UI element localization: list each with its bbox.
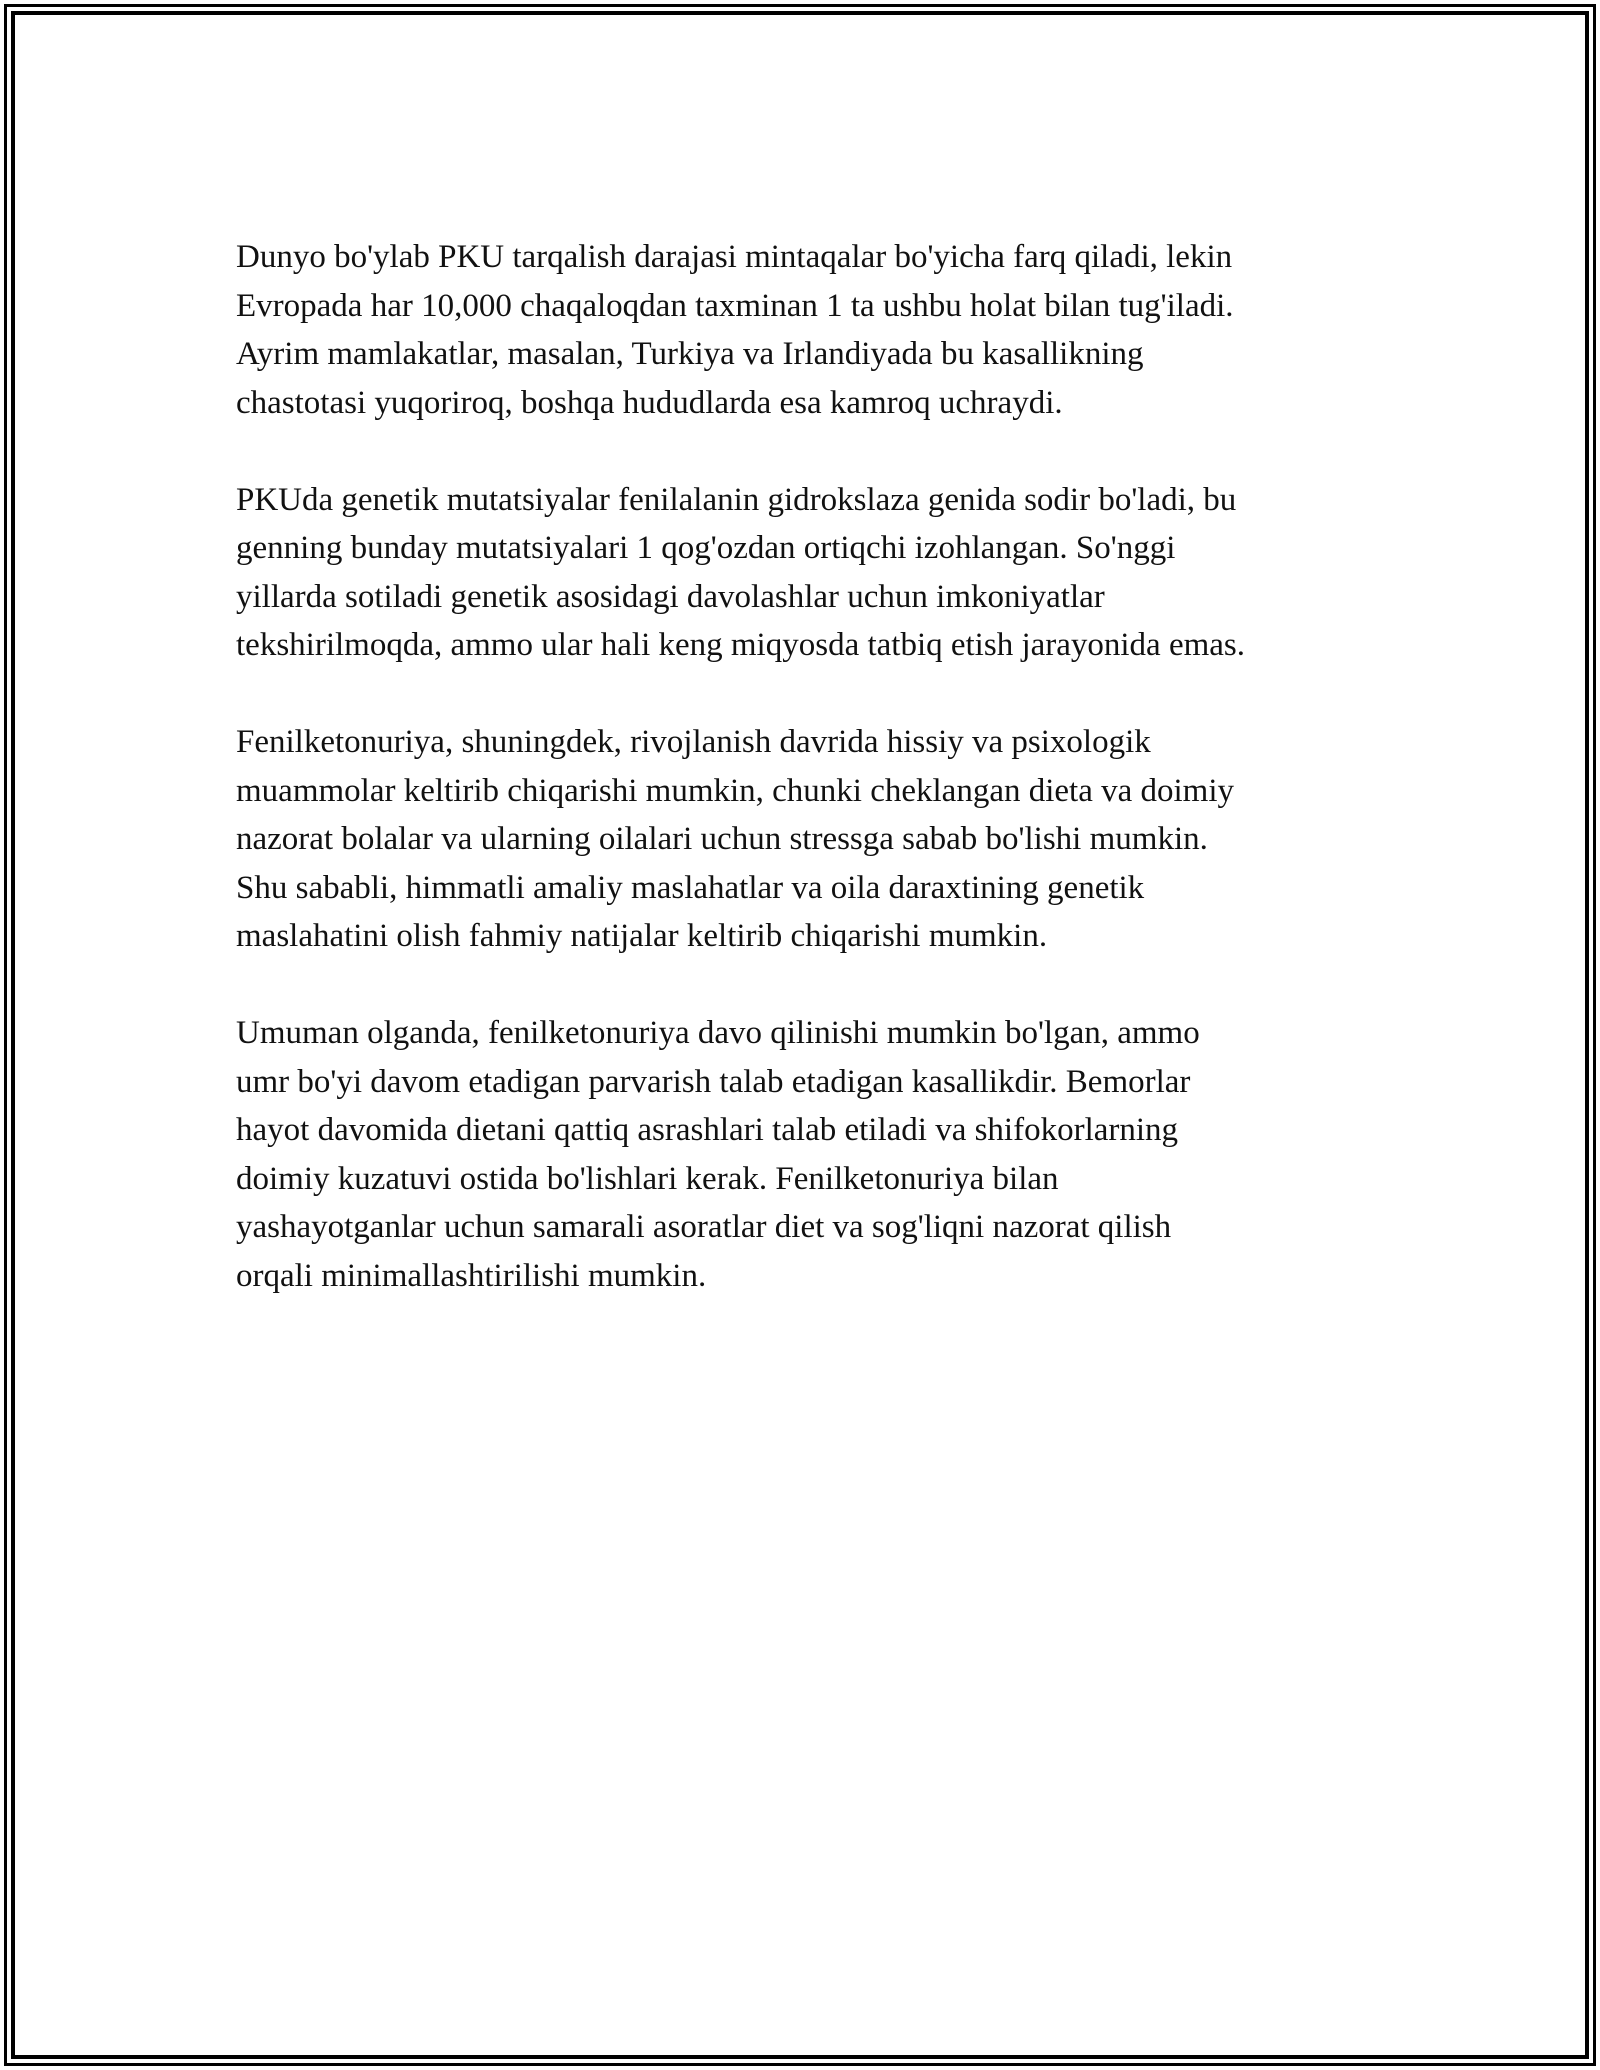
paragraph-1: Dunyo bo'ylab PKU tarqalish darajasi mintaqalar bo'yicha farq qiladi, lekin Evropada har 10,000 chaqaloqdan taxminan 1 ta ushbu holat bilan tug'iladi. Ayrim mamlakatlar, masalan, Turkiya va Irlandiyada bu kasallikning chastotasi yuqoriroq, boshqa hududlarda esa kamroq uchraydi. [236,239,1234,421]
paragraph-2: PKUda genetik mutatsiyalar fenilalanin gidrokslaza genida sodir bo'ladi, bu genning bunday mutatsiyalari 1 qog'ozdan ortiqchi izohlangan. So'nggi yillarda sotiladi genetik asosidagi davolashlar uchun imkoniyatlar tekshirilmoqda, ammo ular hali keng miqyosda tatbiq etish jarayonida emas. [236,481,1246,663]
paragraph-4: Umuman olganda, fenilketonuriya davo qilinishi mumkin bo'lgan, ammo umr bo'yi davom etadigan parvarish talab etadigan kasallikdir. Bemorlar hayot davomida dietani qattiq asrashlari talab etiladi va shifokorlarning doimiy kuzatuvi ostida bo'lishlari kerak. Fenilketonuriya bilan yashayotganlar uchun samarali asoratlar diet va sog'liqni nazorat qilish orqali minimallashtirilishi mumkin. [236,1015,1200,1294]
document-body [236,233,1386,1349]
paragraph-3: Fenilketonuriya, shuningdek, rivojlanish davrida hissiy va psixologik muammolar keltirib chiqarishi mumkin, chunki cheklangan dieta va doimiy nazorat bolalar va ularning oilalari uchun stressga sabab bo'lishi mumkin. Shu sababli, himmatli amaliy maslahatlar va oila daraxtining genetik maslahatini olish fahmiy natijalar keltirib chiqarishi mumkin. [236,724,1235,954]
